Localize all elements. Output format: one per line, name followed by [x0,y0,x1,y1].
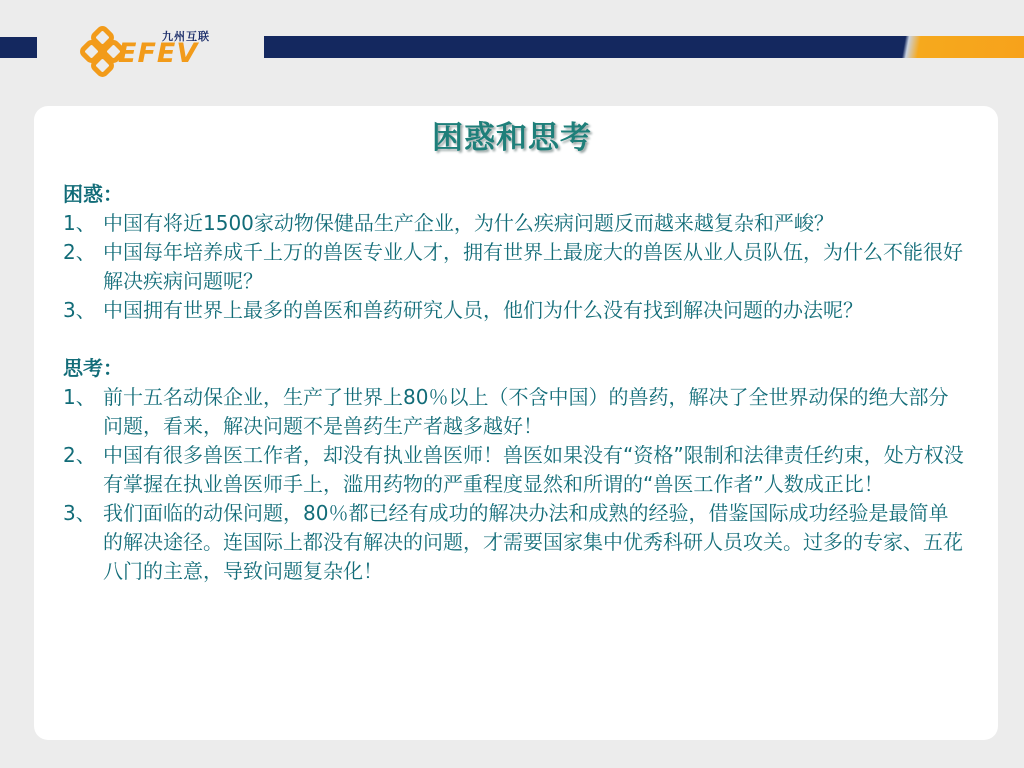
header-band-left [0,37,37,58]
confusion-item-1 [63,209,968,238]
slide-body [63,180,968,586]
thinking-item-3 [63,499,968,586]
item-number: 1、 [63,385,96,409]
section-spacer [63,325,968,354]
item-text: 中国拥有世界上最多的兽医和兽药研究人员，他们为什么没有找到解决问题的办法呢？ [103,298,863,322]
item-number: 2、 [63,240,96,264]
slide-title: 困惑和思考 [432,120,592,156]
header-band-right [264,36,1024,58]
item-text: 中国有很多兽医工作者，却没有执业兽医师！兽医如果没有“资格”限制和法律责任约束，处方权没有掌握在执业兽医师手上，滥用药物的严重程度显然和所谓的“兽医工作者”人数成正比！ [103,443,964,496]
confusion-item-2 [63,238,968,296]
item-text: 我们面临的动保问题，80％都已经有成功的解决办法和成熟的经验，借鉴国际成功经验是最简单的解决途径。连国际上都没有解决的问题，才需要国家集中优秀科研人员攻关。过多的专家、五花八门的主意，导致问题复杂化！ [103,501,963,583]
item-text: 中国有将近1500家动物保健品生产企业，为什么疾病问题反而越来越复杂和严峻？ [103,211,834,235]
confusion-heading: 困惑： [63,182,123,206]
item-text: 前十五名动保企业，生产了世界上80％以上（不含中国）的兽药，解决了全世界动保的绝大部分问题，看来，解决问题不是兽药生产者越多越好！ [103,385,949,438]
confusion-item-3 [63,296,968,325]
item-number: 3、 [63,298,96,322]
item-number: 3、 [63,501,96,525]
logo-english-text: EFEV [118,38,199,69]
item-number: 2、 [63,443,96,467]
thinking-heading: 思考： [63,356,123,380]
thinking-item-2 [63,441,968,499]
logo-chinese-text: 九州互联 [162,30,210,43]
thinking-item-1 [63,383,968,441]
item-number: 1、 [63,211,96,235]
item-text: 中国每年培养成千上万的兽医专业人才，拥有世界上最庞大的兽医从业人员队伍，为什么不能很好解决疾病问题呢？ [103,240,963,293]
